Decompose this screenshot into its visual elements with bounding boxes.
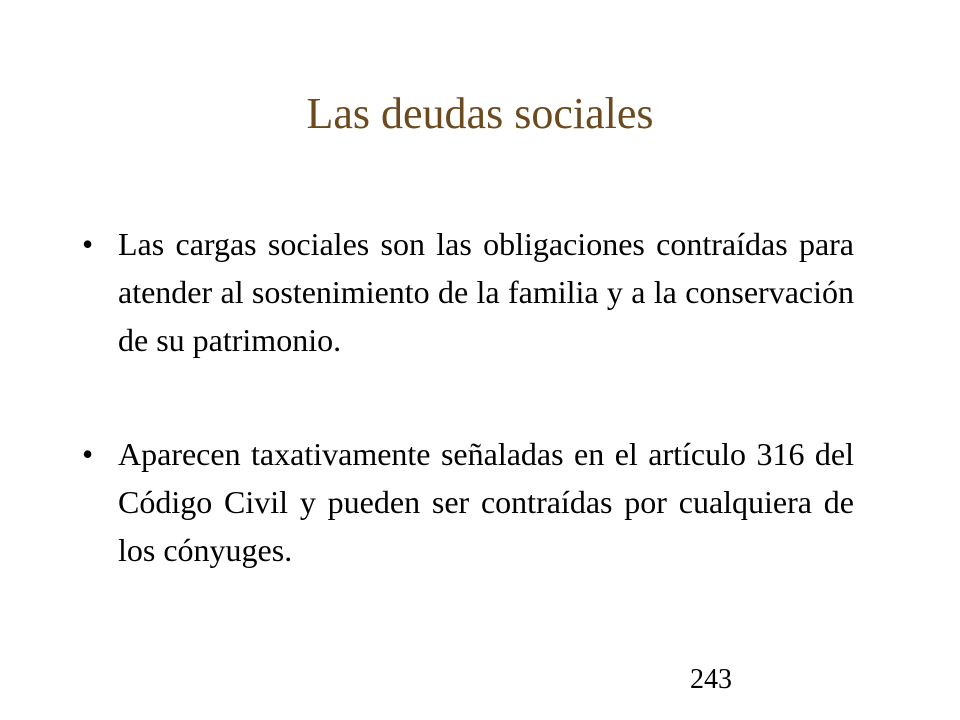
- bullet-dot-icon: •: [82, 436, 94, 472]
- bullet-item: [78, 220, 854, 364]
- slide-title: Las deudas sociales: [306, 89, 654, 138]
- bullet-text: Las cargas sociales son las obligaciones contraídas para atender al sostenimiento de la familia y a la conservación de su patrimonio.: [118, 226, 854, 358]
- page-number: 243: [690, 664, 732, 695]
- bullet-list: [78, 220, 854, 574]
- bullet-text: Aparecen taxativamente señaladas en el artículo 316 del Código Civil y pueden ser contraídas por cualquiera de los cónyuges.: [118, 436, 854, 568]
- bullet-dot-icon: •: [82, 226, 94, 262]
- bullet-item: [78, 430, 854, 574]
